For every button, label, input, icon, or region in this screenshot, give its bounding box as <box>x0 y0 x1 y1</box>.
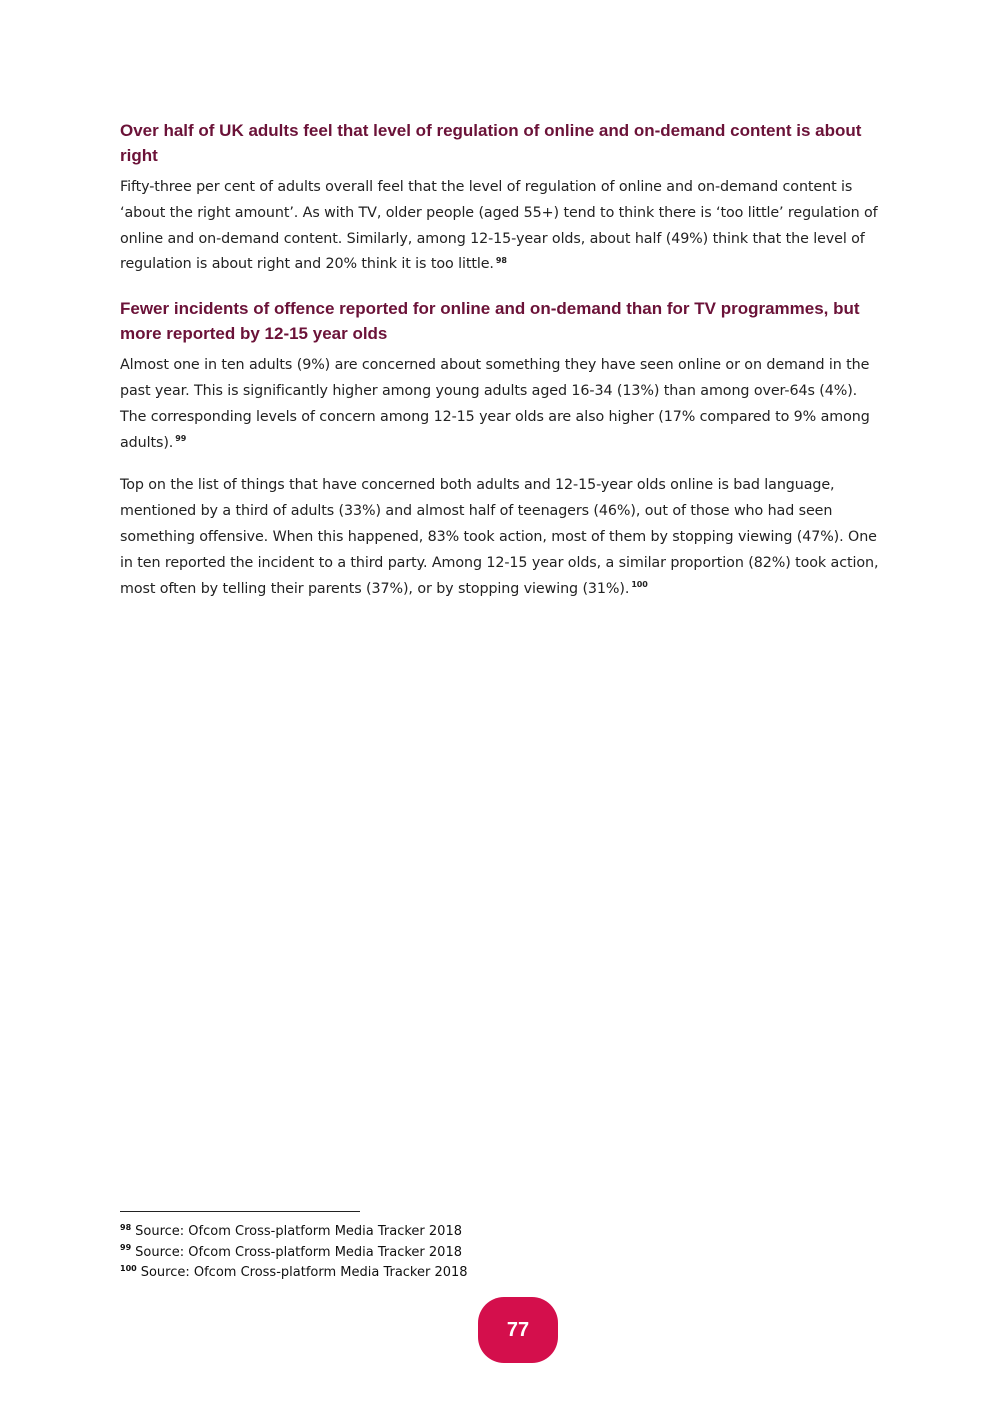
footnote-number: 100 <box>120 1263 137 1273</box>
footnote-text: Source: Ofcom Cross-platform Media Tracker 2018 <box>135 1224 462 1239</box>
footnote-item <box>120 1263 468 1284</box>
footnote-reference[interactable]: 99 <box>175 433 187 443</box>
paragraph-text: Fifty-three per cent of adults overall feel that the level of regulation of online and on-demand content is ‘about the right amount’. As with TV, older people (aged 55+) tend to think there is ‘too little’ regulation of online and on-demand content. Similarly, among 12-15-year olds, about half (49%) think that the level of regulation is about right and 20% think it is too little. <box>120 179 878 273</box>
footnote-number: 98 <box>120 1222 132 1232</box>
section-heading-offence: Fewer incidents of offence reported for online and on-demand than for TV programmes, but more reported by 12-15 year olds <box>120 299 860 344</box>
section-heading-regulation: Over half of UK adults feel that level of regulation of online and on-demand content is about right <box>120 121 862 165</box>
footnote-text: Source: Ofcom Cross-platform Media Tracker 2018 <box>135 1244 462 1260</box>
footnotes <box>120 1222 468 1284</box>
paragraph-text: Top on the list of things that have concerned both adults and 12-15-year olds online is bad language, mentioned by a third of adults (33%) and almost half of teenagers (46%), out of those who had seen something offensive. When this happened, 83% took action, most of them by stopping viewing (47%). One in ten reported the incident to a third party. Among 12-15 year olds, a similar proportion (82%) took action, most often by telling their parents (37%), or by stopping viewing (31%). <box>120 477 879 597</box>
paragraph-regulation <box>120 175 880 278</box>
paragraph-bad-language <box>120 473 880 602</box>
footnote-number: 99 <box>120 1243 132 1253</box>
paragraph-concern <box>120 353 880 456</box>
footnote-reference[interactable]: 100 <box>631 579 648 589</box>
page-number-badge <box>478 1297 558 1363</box>
page-number: 77 <box>506 1318 530 1341</box>
footnote-reference[interactable]: 98 <box>495 255 507 265</box>
paragraph-text: Almost one in ten adults (9%) are concerned about something they have seen online or on demand in the past year. This is significantly higher among young adults aged 16-34 (13%) than among over-64s (4%). The corresponding levels of concern among 12-15 year olds are also higher (17% compared to 9% among adults). <box>120 357 870 451</box>
footnote-item <box>120 1222 468 1243</box>
page-content <box>120 118 880 602</box>
footnote-divider <box>120 1211 360 1212</box>
footnote-item <box>120 1243 468 1264</box>
footnote-text: Source: Ofcom Cross-platform Media Tracker 2018 <box>140 1265 468 1281</box>
